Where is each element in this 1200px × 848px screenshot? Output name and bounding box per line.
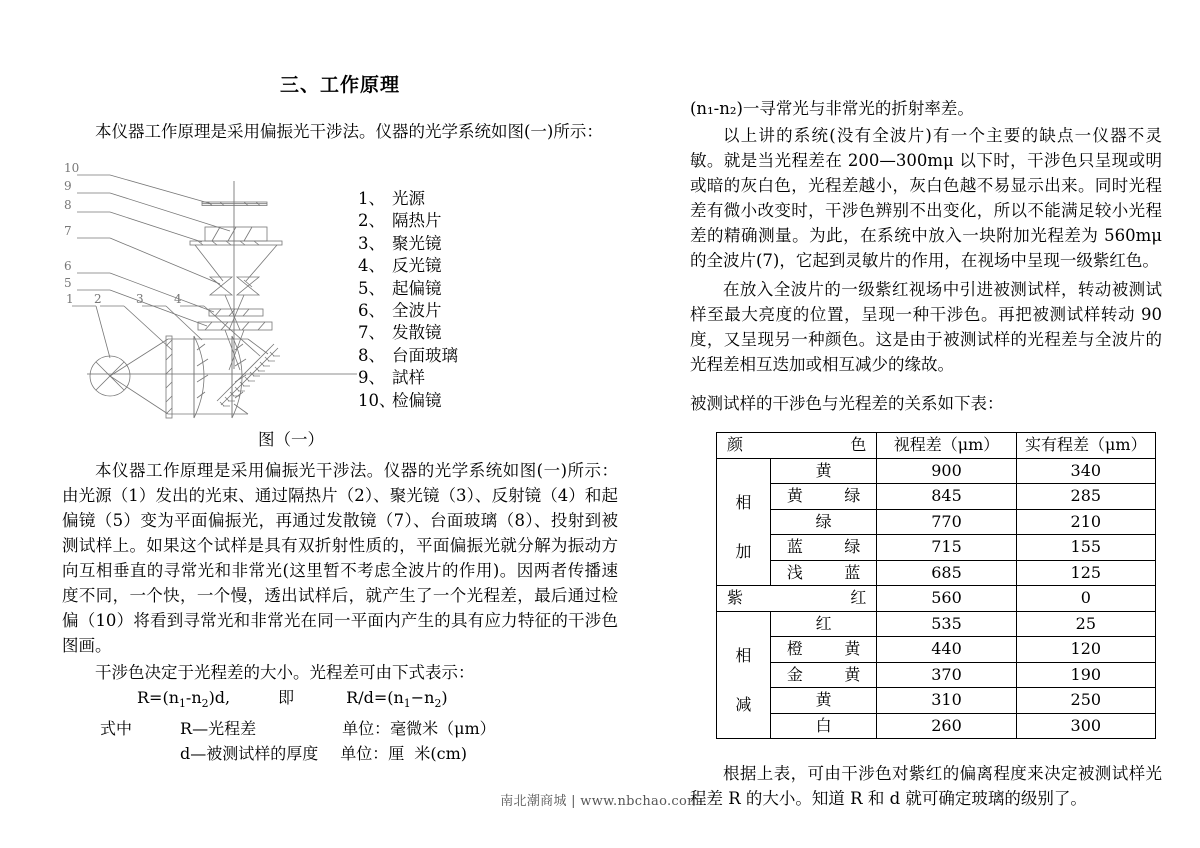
- definition-unit: 单位：厘 米(cm): [340, 744, 468, 764]
- color-name: 黄 绿: [770, 484, 877, 510]
- optical-diagram-svg: [62, 154, 362, 454]
- formula-equals-word: 即: [278, 688, 295, 707]
- optical-path-formula: [62, 685, 618, 716]
- figure-label-4: 4: [174, 292, 182, 306]
- table-row: [717, 662, 1156, 688]
- legend-number: 8、: [358, 345, 385, 365]
- optical-system-figure: [62, 154, 618, 454]
- legend-label: 隔热片: [392, 211, 442, 231]
- legend-label: 反光镜: [392, 256, 442, 276]
- table-row: [717, 688, 1156, 714]
- figure-label-9: 9: [64, 179, 72, 193]
- actual-difference-value: 125: [1016, 560, 1155, 586]
- view-difference-value: 560: [877, 586, 1016, 612]
- figure-label-3: 3: [136, 292, 144, 306]
- interference-color-table: [716, 432, 1156, 739]
- formula-left: $R=(n_1-n_2)d$,: [137, 688, 231, 711]
- figure-label-10: 10: [64, 161, 80, 175]
- figure-legend: [358, 188, 458, 412]
- view-difference-value: 770: [877, 509, 1016, 535]
- legend-number: 1、: [358, 189, 385, 208]
- legend-label: 聚光镜: [392, 233, 442, 253]
- legend-label: 全波片: [392, 301, 442, 321]
- legend-label: 检偏镜: [392, 390, 442, 410]
- left-column: [62, 70, 618, 766]
- legend-label: 起偏镜: [392, 278, 442, 298]
- legend-number: 6、: [358, 301, 385, 321]
- formula-right: $R/d=(n_1-n_2)$: [346, 688, 448, 711]
- legend-number: 10、: [358, 390, 396, 410]
- view-difference-value: 370: [877, 662, 1016, 688]
- table-row: [717, 458, 1156, 484]
- legend-item: [358, 255, 458, 277]
- legend-item: [358, 367, 458, 389]
- table-row: [717, 611, 1156, 637]
- actual-difference-value: 155: [1016, 535, 1155, 561]
- definition-unit: 单位：毫微米（μm）: [342, 719, 496, 739]
- color-name: 绿: [770, 509, 877, 535]
- page-footer: 南北潮商城 | www.nbchao.com: [500, 794, 700, 809]
- table-row: [717, 509, 1156, 535]
- legend-item: [358, 210, 458, 232]
- table-row: [717, 713, 1156, 739]
- definition-row-r: [62, 716, 618, 741]
- actual-difference-value: 120: [1016, 637, 1155, 663]
- legend-item: [358, 188, 458, 210]
- legend-number: 9、: [358, 368, 385, 388]
- table-row: [717, 535, 1156, 561]
- definition-row-d: [62, 741, 618, 766]
- actual-difference-value: 210: [1016, 509, 1155, 535]
- color-name: 白: [770, 713, 877, 739]
- figure-label-2: 2: [94, 292, 102, 306]
- header-view-difference: 视程差（μm）: [877, 433, 1016, 459]
- view-difference-value: 715: [877, 535, 1016, 561]
- actual-difference-value: 340: [1016, 458, 1155, 484]
- legend-number: 3、: [358, 233, 385, 253]
- view-difference-value: 440: [877, 637, 1016, 663]
- legend-item: [358, 345, 458, 367]
- figure-caption: 图（一）: [258, 430, 324, 449]
- legend-label: 光源: [392, 189, 425, 208]
- actual-difference-value: 0: [1016, 586, 1155, 612]
- legend-label: 試样: [392, 368, 425, 388]
- legend-label: 发散镜: [392, 323, 442, 343]
- color-name: 金 黄: [770, 662, 877, 688]
- figure-label-1: 1: [66, 292, 74, 306]
- conclusion-paragraph: 根据上表，可由干涉色对紫红的偏离程度来决定被测试样光程差 R 的大小。知道 R 和 d 就可确定玻璃的级别了。: [690, 764, 1162, 808]
- figure-label-6: 6: [64, 259, 72, 273]
- table-row: [717, 560, 1156, 586]
- view-difference-value: 310: [877, 688, 1016, 714]
- actual-difference-value: 190: [1016, 662, 1155, 688]
- view-difference-value: 900: [877, 458, 1016, 484]
- view-difference-value: 685: [877, 560, 1016, 586]
- color-name: 黄: [770, 688, 877, 714]
- header-color: 颜 色: [717, 433, 877, 459]
- actual-difference-value: 25: [1016, 611, 1155, 637]
- color-name: 橙 黄: [770, 637, 877, 663]
- view-difference-value: 845: [877, 484, 1016, 510]
- legend-item: [358, 278, 458, 300]
- table-row: [717, 484, 1156, 510]
- group-label-additive: 相 加: [717, 458, 771, 586]
- wave-plate-paragraph: 在放入全波片的一级紫红视场中引进被测试样，转动被测试样至最大亮度的位置，呈现一种干涉色。再把被测试样转动 90 度，又呈现另一种颜色。这是由于被测试样的光程差与全波片的光程差相互迭加或相互减少的缘故。: [690, 280, 1162, 374]
- figure-label-5: 5: [64, 276, 72, 290]
- definition-symbol: R—光程差: [180, 719, 257, 739]
- color-name: 黄: [770, 458, 877, 484]
- figure-label-7: 7: [64, 224, 72, 238]
- group-label-subtractive: 相 减: [717, 611, 771, 739]
- legend-label: 台面玻璃: [392, 345, 458, 365]
- table-header-row: [717, 433, 1156, 459]
- where-label: 式中: [100, 719, 133, 739]
- legend-item: [358, 390, 458, 412]
- actual-difference-value: 285: [1016, 484, 1155, 510]
- legend-number: 5、: [358, 278, 385, 298]
- interference-color-table-wrap: [716, 432, 1156, 739]
- sensitivity-paragraph: 以上讲的系统(没有全波片)有一个主要的缺点一仪器不灵敏。就是当光程差在 200—300mμ 以下时，干涉色只呈现或明或暗的灰白色，光程差越小，灰白色越不易显示出来。同时光程差有微小改变时，干涉色辨别不出变化，所以不能满足较小光程差的精确测量。为此，在系统中放入一块附加光程差为 560mμ 的全波片(7)，它起到灵敏片的作用，在视场中呈现一级紫红色。: [690, 126, 1162, 270]
- table-lead-text: 被测试样的干涉色与光程差的关系如下表：: [690, 394, 1004, 413]
- definition-symbol: d—被测试样的厚度: [180, 744, 319, 764]
- legend-item: [358, 322, 458, 344]
- page-title: 三、工作原理: [279, 74, 400, 96]
- legend-number: 7、: [358, 323, 385, 343]
- table-row: [717, 637, 1156, 663]
- pivot-color-name: 紫 红: [717, 586, 877, 612]
- right-column: [690, 96, 1162, 813]
- figure-label-8: 8: [64, 198, 72, 212]
- formula-lead: 干涉色决定于光程差的大小。光程差可由下式表示：: [95, 663, 475, 682]
- view-difference-value: 260: [877, 713, 1016, 739]
- legend-number: 2、: [358, 211, 385, 231]
- legend-number: 4、: [358, 256, 385, 276]
- legend-item: [358, 233, 458, 255]
- color-name: 浅 蓝: [770, 560, 877, 586]
- legend-item: [358, 300, 458, 322]
- color-name: 蓝 绿: [770, 535, 877, 561]
- intro-paragraph: 本仪器工作原理是采用偏振光干涉法。仪器的光学系统如图(一)所示：: [95, 122, 603, 141]
- color-name: 红: [770, 611, 877, 637]
- principle-paragraph: 本仪器工作原理是采用偏振光干涉法。仪器的光学系统如图(一)所示：由光源（1）发出的光束、通过隔热片（2）、聚光镜（3）、反射镜（4）和起偏镜（5）变为平面偏振光，再通过发散镜（7）、台面玻璃（8）、投射到被测试样上。如果这个试样是具有双折射性质的，平面偏振光就分解为振动方向互相垂直的寻常光和非常光(这里暂不考虑全波片的作用)。因两者传播速度不同，一个快，一个慢，透出试样后，就产生了一个光程差，最后通过检偏（10）将看到寻常光和非常光在同一平面内产生的具有应力特征的干涉色图画。: [62, 461, 618, 655]
- actual-difference-value: 250: [1016, 688, 1155, 714]
- view-difference-value: 535: [877, 611, 1016, 637]
- table-row-pivot: [717, 586, 1156, 612]
- actual-difference-value: 300: [1016, 713, 1155, 739]
- refractive-index-note: (n₁-n₂)一寻常光与非常光的折射率差。: [690, 99, 974, 118]
- header-actual-difference: 实有程差（μm）: [1016, 433, 1155, 459]
